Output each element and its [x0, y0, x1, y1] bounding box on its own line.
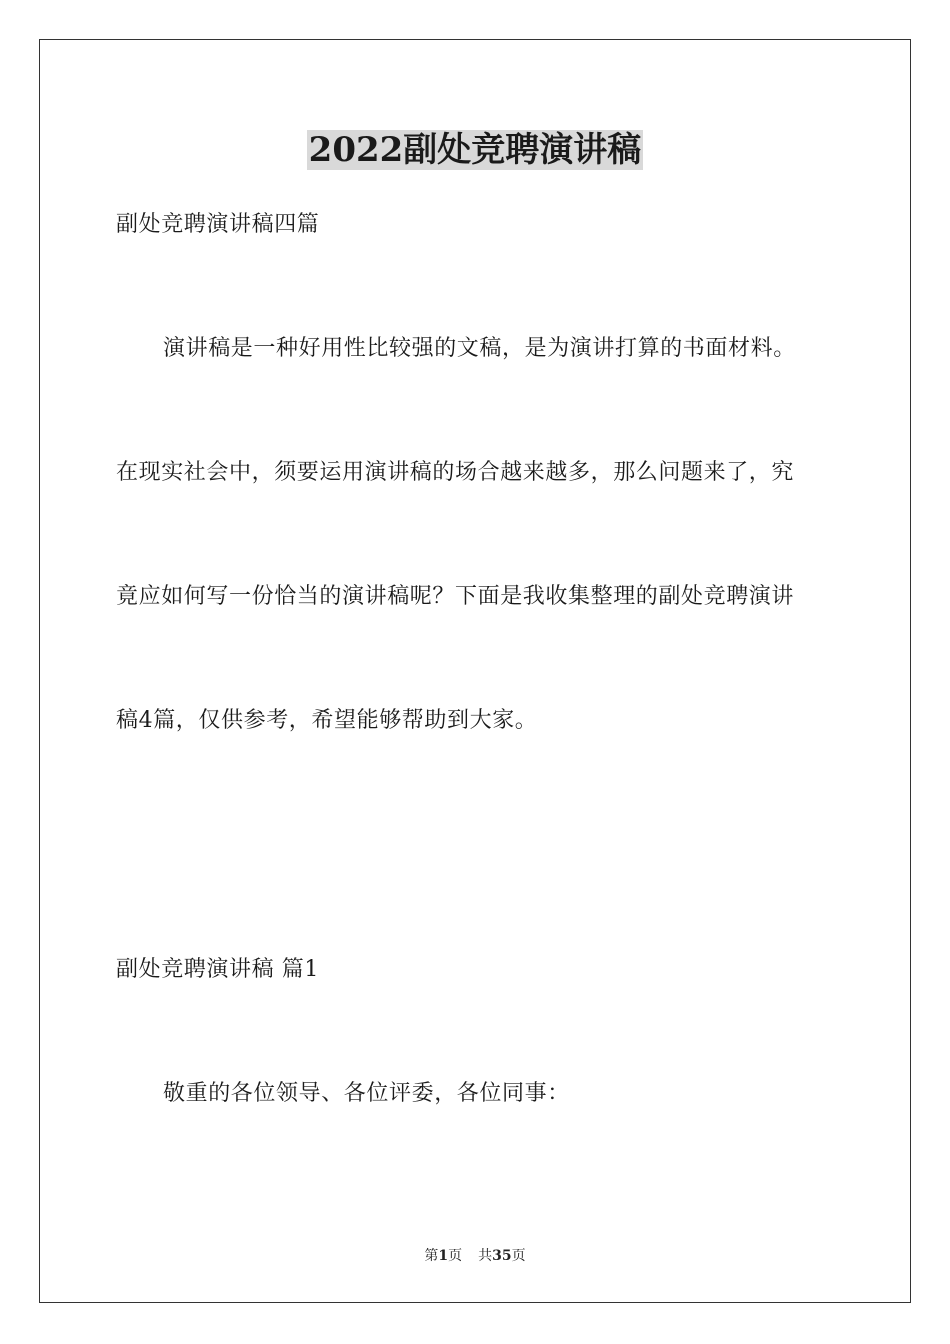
intro-line-4: 稿4篇，仅供参考，希望能够帮助到大家。: [116, 708, 538, 733]
footer-page-suffix: 页: [448, 1248, 463, 1264]
footer-total-suffix: 页: [511, 1248, 526, 1264]
greeting-line: 敬重的各位领导、各位评委，各位同事：: [163, 1081, 570, 1106]
page-footer: [0, 1246, 950, 1266]
document-title-text: 2022副处竞聘演讲稿: [308, 130, 642, 170]
footer-page-number: 1: [438, 1248, 449, 1264]
document-subtitle: 副处竞聘演讲稿四篇: [116, 212, 320, 237]
document-title: [0, 128, 950, 172]
footer-total-pages: 35: [492, 1248, 512, 1264]
section-heading: 副处竞聘演讲稿 篇1: [116, 957, 319, 982]
footer-page-prefix: 第: [424, 1248, 439, 1264]
footer-total-prefix: 共: [478, 1248, 493, 1264]
intro-line-3: 竟应如何写一份恰当的演讲稿呢？下面是我收集整理的副处竞聘演讲: [116, 584, 795, 609]
intro-line-1: 演讲稿是一种好用性比较强的文稿，是为演讲打算的书面材料。: [163, 336, 796, 361]
intro-line-2: 在现实社会中，须要运用演讲稿的场合越来越多，那么问题来了，究: [116, 460, 795, 485]
